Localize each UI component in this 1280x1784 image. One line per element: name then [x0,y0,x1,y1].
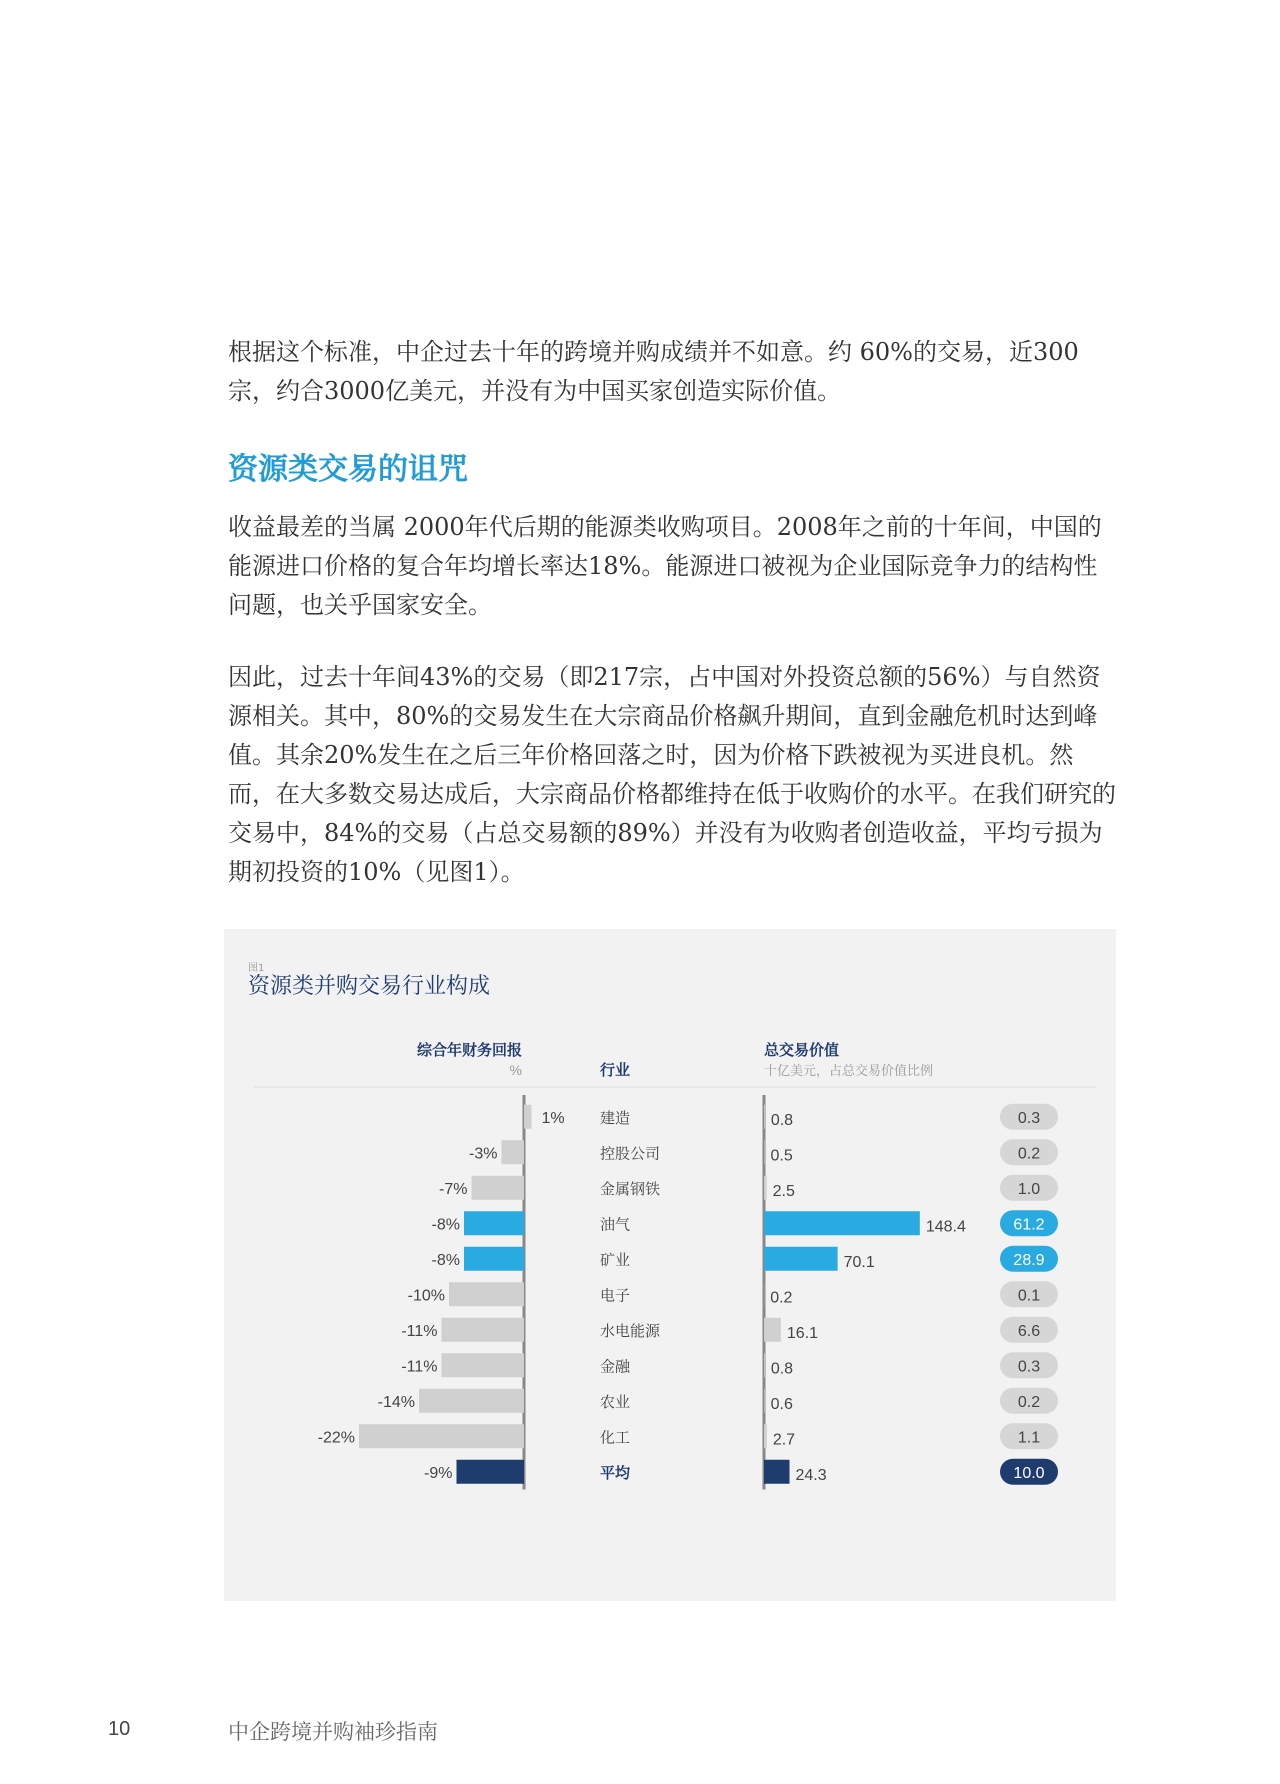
return-bar [419,1389,524,1413]
value-label: 24.3 [795,1466,827,1484]
return-label: -9% [424,1464,453,1482]
return-bar [359,1424,524,1448]
return-bar [442,1318,525,1342]
figure-panel [224,929,1116,1601]
return-label: -11% [401,1358,438,1376]
section-heading: 资源类交易的诅咒 [228,452,468,487]
share-label: 0.3 [1017,1109,1041,1127]
value-bar [764,1140,765,1164]
industry-label: 矿业 [600,1250,631,1269]
value-label: 16.1 [786,1324,819,1342]
return-label: -7% [439,1180,468,1198]
share-label: 61.2 [1013,1216,1045,1234]
right-unit: 十亿美元，占总交易价值比例 [764,1064,934,1079]
value-bar [764,1247,838,1271]
share-label: 28.9 [1013,1251,1045,1269]
return-bar [449,1282,524,1306]
resource-deals-chart [224,929,1116,1601]
share-label: 0.1 [1017,1287,1041,1305]
page-number: 10 [108,1718,131,1740]
value-bar [764,1211,920,1235]
paragraph-resources: 因此，过去十年间43%的交易（即217宗，占中国对外投资总额的56%）与自然资源相关。其中，80%的交易发生在大宗商品价格飙升期间，直到金融危机时达到峰值。其余20%发生在之后三年价格回落之时，因为价格下跌被视为买进良机。然而，在大多数交易达成后，大宗商品价格都维持在低于收购价的水平。在我们研究的交易中，84%的交易（占总交易额的89%）并没有为收购者创造收益，平均亏损为期初投资的10%（见图1）。 [228,663,1116,886]
return-label: 1% [541,1109,565,1127]
return-label: -8% [431,1251,460,1269]
industry-label: 水电能源 [600,1321,661,1340]
middle-header: 行业 [600,1061,631,1079]
return-label: -3% [469,1145,498,1163]
return-bar [442,1353,525,1377]
value-bar [764,1389,765,1413]
industry-label: 油气 [600,1215,631,1234]
value-bar [764,1424,767,1448]
value-bar [764,1318,781,1342]
share-label: 0.3 [1017,1358,1041,1376]
left-unit: % [509,1062,522,1078]
share-label: 10.0 [1013,1464,1045,1482]
industry-label: 金属钢铁 [600,1179,661,1198]
paragraph-energy: 收益最差的当属 2000年代后期的能源类收购项目。2008年之前的十年间，中国的能源进口价格的复合年均增长率达18%。能源进口被视为企业国际竞争力的结构性问题，也关乎国家安全。 [228,513,1102,619]
value-bar [764,1176,767,1200]
share-label: 6.6 [1017,1322,1041,1340]
share-label: 0.2 [1017,1145,1041,1163]
return-label: -11% [401,1322,438,1340]
value-label: 2.5 [772,1182,795,1200]
left-header: 综合年财务回报 [416,1041,522,1059]
share-label: 1.0 [1017,1180,1041,1198]
return-label: -8% [431,1216,460,1234]
return-bar [502,1140,525,1164]
return-label: -14% [377,1393,415,1411]
value-bar [764,1353,765,1377]
return-label: -10% [407,1287,445,1305]
right-header: 总交易价值 [764,1041,840,1059]
value-label: 0.2 [770,1289,793,1307]
industry-label: 化工 [600,1428,631,1447]
industry-label: 建造 [600,1108,631,1127]
figure-number: 图1 [248,963,265,974]
share-label: 1.1 [1017,1429,1041,1447]
industry-label: 控股公司 [600,1144,661,1163]
value-label: 0.8 [770,1111,794,1129]
industry-label: 农业 [600,1392,631,1411]
return-bar [524,1105,532,1129]
value-label: 0.8 [770,1360,794,1378]
value-label: 0.6 [770,1395,793,1413]
value-bar [764,1105,765,1129]
industry-label: 电子 [600,1286,631,1305]
return-bar [464,1247,524,1271]
return-bar [472,1176,525,1200]
value-label: 0.5 [770,1147,793,1165]
value-label: 70.1 [843,1253,875,1271]
return-bar [464,1211,524,1235]
industry-label: 金融 [600,1357,631,1376]
return-label: -22% [317,1429,355,1447]
figure-title: 资源类并购交易行业构成 [248,974,491,999]
value-bar [764,1460,790,1484]
value-label: 2.7 [772,1431,796,1449]
footer-title: 中企跨境并购袖珍指南 [228,1720,438,1744]
return-bar [457,1460,525,1484]
share-label: 0.2 [1017,1393,1041,1411]
value-label: 148.4 [925,1218,966,1236]
paragraph-intro: 根据这个标准，中企过去十年的跨境并购成绩并不如意。约 60%的交易，近300宗，约合3000亿美元，并没有为中国买家创造实际价值。 [228,338,1079,405]
industry-label: 平均 [600,1463,631,1482]
